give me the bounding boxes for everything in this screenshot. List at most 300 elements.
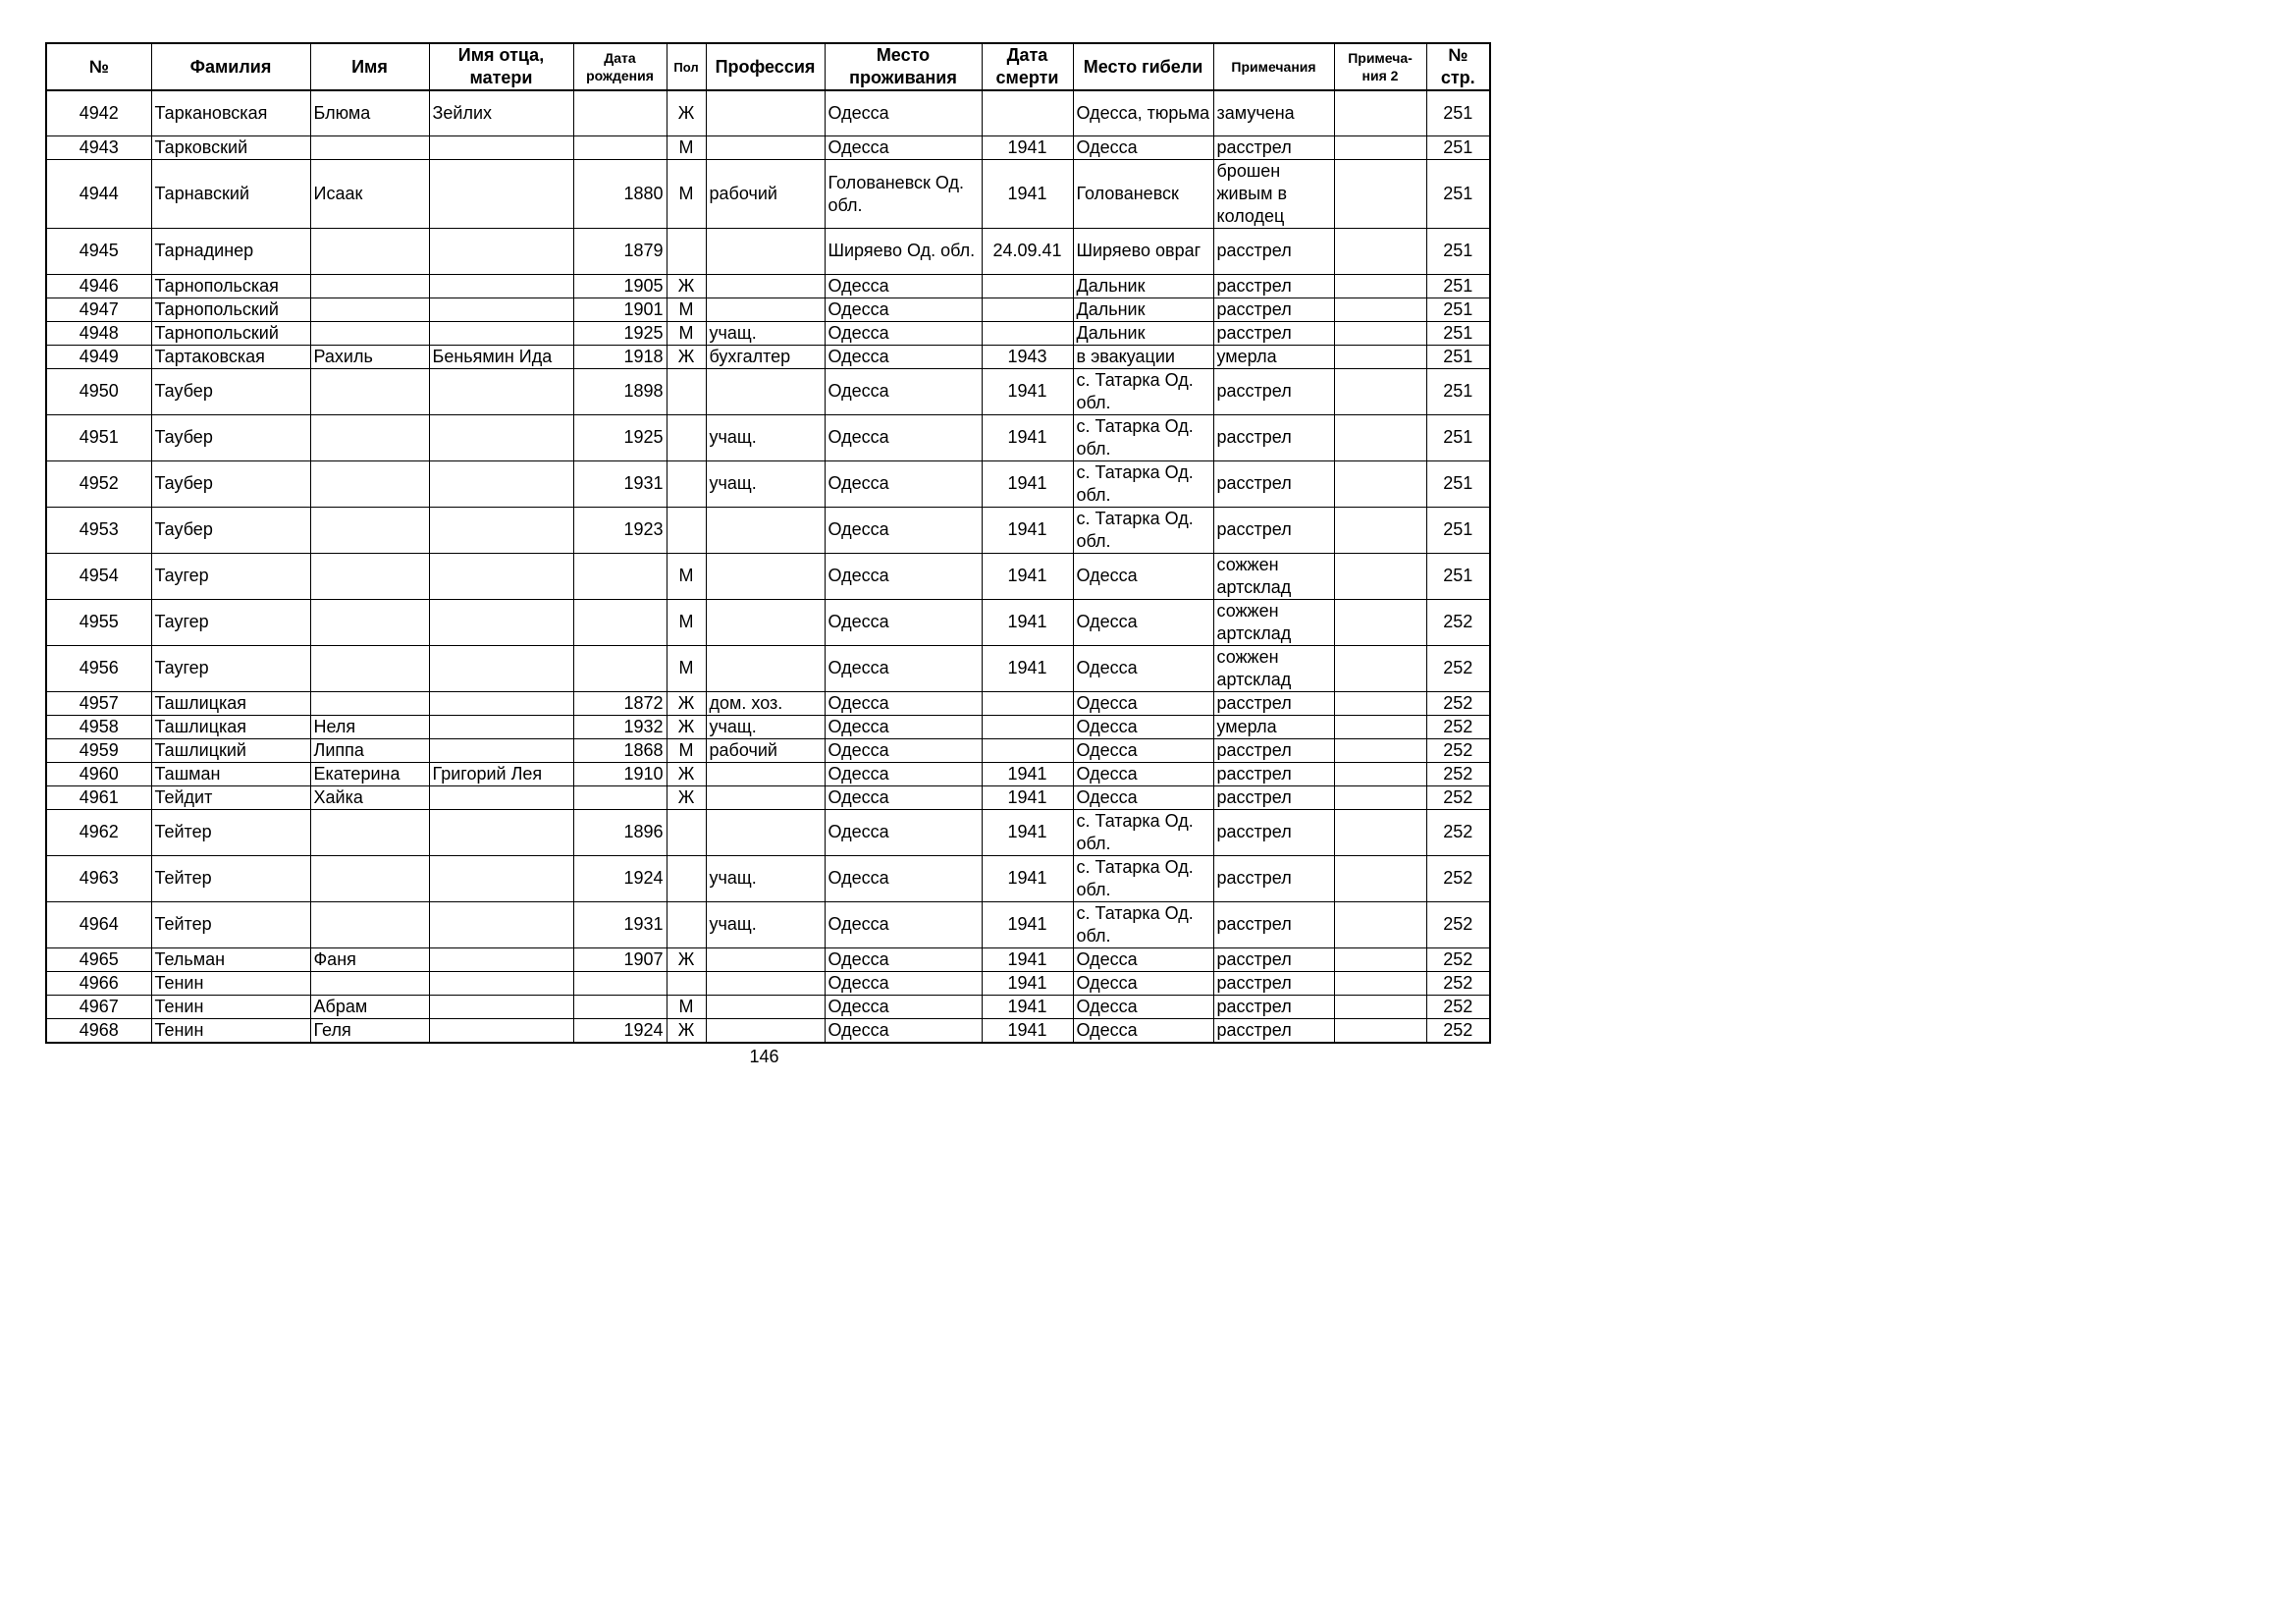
cell-birth-date: 1932 xyxy=(573,715,667,738)
cell-birth-date: 1924 xyxy=(573,1018,667,1043)
cell-name xyxy=(310,553,429,599)
cell-residence: Одесса xyxy=(825,738,982,762)
cell-notes-2 xyxy=(1334,460,1426,507)
cell-name xyxy=(310,855,429,901)
table-row xyxy=(46,90,1490,136)
cell-name: Геля xyxy=(310,1018,429,1043)
cell-death-place: Одесса xyxy=(1073,691,1213,715)
cell-parents xyxy=(429,229,573,275)
cell-profession xyxy=(706,507,825,553)
cell-surname: Таугер xyxy=(151,645,310,691)
cell-birth-date xyxy=(573,136,667,160)
cell-parents xyxy=(429,298,573,321)
cell-notes-2 xyxy=(1334,414,1426,460)
cell-surname: Тарнопольский xyxy=(151,321,310,345)
cell-profession xyxy=(706,947,825,971)
table-row xyxy=(46,298,1490,321)
cell-sex: М xyxy=(667,645,706,691)
cell-death-place: Дальник xyxy=(1073,321,1213,345)
cell-parents xyxy=(429,160,573,229)
cell-notes-2 xyxy=(1334,691,1426,715)
cell-birth-date xyxy=(573,599,667,645)
col-header-parents: Имя отца, матери xyxy=(429,43,573,90)
cell-surname: Тарнопольская xyxy=(151,274,310,298)
cell-sex: М xyxy=(667,995,706,1018)
cell-death-place: Дальник xyxy=(1073,298,1213,321)
cell-death-date: 1941 xyxy=(982,599,1073,645)
cell-parents xyxy=(429,809,573,855)
cell-profession: учащ. xyxy=(706,855,825,901)
cell-surname: Таубер xyxy=(151,507,310,553)
cell-death-place: с. Татарка Од. обл. xyxy=(1073,414,1213,460)
cell-name xyxy=(310,971,429,995)
cell-death-date: 1941 xyxy=(982,971,1073,995)
cell-name: Фаня xyxy=(310,947,429,971)
cell-number: 4959 xyxy=(46,738,151,762)
cell-sex: М xyxy=(667,553,706,599)
cell-residence: Одесса xyxy=(825,645,982,691)
cell-name: Неля xyxy=(310,715,429,738)
cell-notes: умерла xyxy=(1213,715,1334,738)
cell-death-date xyxy=(982,274,1073,298)
cell-residence: Одесса xyxy=(825,298,982,321)
cell-notes-2 xyxy=(1334,599,1426,645)
cell-residence: Одесса xyxy=(825,599,982,645)
cell-notes: расстрел xyxy=(1213,460,1334,507)
cell-name xyxy=(310,274,429,298)
cell-number: 4943 xyxy=(46,136,151,160)
cell-name: Блюма xyxy=(310,90,429,136)
cell-sex xyxy=(667,414,706,460)
cell-profession: учащ. xyxy=(706,321,825,345)
cell-notes-2 xyxy=(1334,507,1426,553)
cell-residence: Одесса xyxy=(825,901,982,947)
cell-surname: Таугер xyxy=(151,599,310,645)
cell-notes: расстрел xyxy=(1213,809,1334,855)
cell-number: 4949 xyxy=(46,345,151,368)
col-header-page-number: № стр. xyxy=(1426,43,1490,90)
cell-notes: расстрел xyxy=(1213,298,1334,321)
cell-birth-date: 1925 xyxy=(573,321,667,345)
col-header-residence: Место проживания xyxy=(825,43,982,90)
cell-name xyxy=(310,136,429,160)
cell-notes-2 xyxy=(1334,345,1426,368)
cell-death-place: Ширяево овраг xyxy=(1073,229,1213,275)
cell-profession xyxy=(706,368,825,414)
cell-notes: расстрел xyxy=(1213,414,1334,460)
cell-death-place: Одесса xyxy=(1073,645,1213,691)
cell-parents xyxy=(429,971,573,995)
cell-parents xyxy=(429,855,573,901)
table-body xyxy=(46,90,1490,1043)
cell-number: 4966 xyxy=(46,971,151,995)
table-row xyxy=(46,507,1490,553)
cell-notes-2 xyxy=(1334,901,1426,947)
cell-death-date xyxy=(982,738,1073,762)
cell-name xyxy=(310,298,429,321)
cell-name xyxy=(310,691,429,715)
cell-birth-date: 1896 xyxy=(573,809,667,855)
cell-profession: учащ. xyxy=(706,414,825,460)
cell-profession: учащ. xyxy=(706,715,825,738)
cell-page-number: 252 xyxy=(1426,971,1490,995)
cell-name xyxy=(310,414,429,460)
table-row xyxy=(46,136,1490,160)
cell-parents xyxy=(429,645,573,691)
cell-sex: Ж xyxy=(667,691,706,715)
cell-residence: Одесса xyxy=(825,136,982,160)
cell-number: 4951 xyxy=(46,414,151,460)
cell-profession: дом. хоз. xyxy=(706,691,825,715)
cell-death-date: 1941 xyxy=(982,762,1073,785)
cell-residence: Одесса xyxy=(825,90,982,136)
cell-profession xyxy=(706,274,825,298)
cell-page-number: 251 xyxy=(1426,229,1490,275)
cell-notes-2 xyxy=(1334,947,1426,971)
cell-residence: Одесса xyxy=(825,368,982,414)
cell-death-date: 1941 xyxy=(982,460,1073,507)
cell-residence: Голованевск Од. обл. xyxy=(825,160,982,229)
cell-profession xyxy=(706,229,825,275)
cell-death-place: в эвакуации xyxy=(1073,345,1213,368)
cell-page-number: 252 xyxy=(1426,947,1490,971)
cell-surname: Таугер xyxy=(151,553,310,599)
cell-page-number: 251 xyxy=(1426,136,1490,160)
cell-number: 4942 xyxy=(46,90,151,136)
cell-birth-date xyxy=(573,995,667,1018)
cell-parents: Беньямин Ида xyxy=(429,345,573,368)
table-row xyxy=(46,901,1490,947)
cell-death-place: с. Татарка Од. обл. xyxy=(1073,855,1213,901)
cell-profession: рабочий xyxy=(706,738,825,762)
cell-notes: расстрел xyxy=(1213,947,1334,971)
cell-name: Рахиль xyxy=(310,345,429,368)
col-header-sex: Пол xyxy=(667,43,706,90)
cell-residence: Одесса xyxy=(825,414,982,460)
cell-death-date: 1941 xyxy=(982,553,1073,599)
cell-birth-date: 1923 xyxy=(573,507,667,553)
cell-page-number: 251 xyxy=(1426,368,1490,414)
cell-notes: расстрел xyxy=(1213,136,1334,160)
cell-death-place: Одесса xyxy=(1073,762,1213,785)
table-row xyxy=(46,995,1490,1018)
cell-surname: Ташлицкий xyxy=(151,738,310,762)
cell-birth-date: 1925 xyxy=(573,414,667,460)
page-number: 146 xyxy=(749,1047,779,1066)
table-row xyxy=(46,460,1490,507)
cell-sex xyxy=(667,809,706,855)
cell-sex xyxy=(667,507,706,553)
cell-residence: Одесса xyxy=(825,785,982,809)
cell-parents xyxy=(429,321,573,345)
cell-notes: расстрел xyxy=(1213,971,1334,995)
cell-profession xyxy=(706,645,825,691)
cell-sex: Ж xyxy=(667,715,706,738)
victims-register-table xyxy=(45,42,1491,1044)
col-header-death-place: Место гибели xyxy=(1073,43,1213,90)
cell-residence: Одесса xyxy=(825,1018,982,1043)
cell-surname: Тарковский xyxy=(151,136,310,160)
cell-sex: Ж xyxy=(667,762,706,785)
cell-parents xyxy=(429,785,573,809)
cell-number: 4955 xyxy=(46,599,151,645)
cell-name xyxy=(310,809,429,855)
cell-birth-date: 1918 xyxy=(573,345,667,368)
cell-page-number: 252 xyxy=(1426,855,1490,901)
cell-number: 4961 xyxy=(46,785,151,809)
cell-profession xyxy=(706,599,825,645)
cell-surname: Тартаковская xyxy=(151,345,310,368)
cell-number: 4964 xyxy=(46,901,151,947)
cell-notes-2 xyxy=(1334,785,1426,809)
cell-parents xyxy=(429,691,573,715)
cell-sex: М xyxy=(667,136,706,160)
cell-name: Липпа xyxy=(310,738,429,762)
cell-death-date: 1941 xyxy=(982,995,1073,1018)
cell-name xyxy=(310,645,429,691)
cell-page-number: 251 xyxy=(1426,553,1490,599)
table-row xyxy=(46,855,1490,901)
cell-parents xyxy=(429,460,573,507)
cell-surname: Тенин xyxy=(151,1018,310,1043)
cell-residence: Одесса xyxy=(825,321,982,345)
header-row xyxy=(46,43,1490,90)
cell-number: 4968 xyxy=(46,1018,151,1043)
table-row xyxy=(46,645,1490,691)
table-row xyxy=(46,160,1490,229)
cell-number: 4950 xyxy=(46,368,151,414)
cell-name: Абрам xyxy=(310,995,429,1018)
cell-profession xyxy=(706,809,825,855)
cell-surname: Тейтер xyxy=(151,901,310,947)
cell-death-date: 1941 xyxy=(982,785,1073,809)
cell-parents xyxy=(429,599,573,645)
cell-notes-2 xyxy=(1334,995,1426,1018)
cell-birth-date: 1931 xyxy=(573,460,667,507)
cell-number: 4944 xyxy=(46,160,151,229)
cell-notes: расстрел xyxy=(1213,762,1334,785)
cell-death-place: Одесса xyxy=(1073,995,1213,1018)
table-row xyxy=(46,785,1490,809)
cell-notes: расстрел xyxy=(1213,321,1334,345)
cell-notes: замучена xyxy=(1213,90,1334,136)
cell-profession xyxy=(706,1018,825,1043)
cell-page-number: 252 xyxy=(1426,691,1490,715)
cell-notes-2 xyxy=(1334,274,1426,298)
cell-page-number: 251 xyxy=(1426,414,1490,460)
cell-sex xyxy=(667,368,706,414)
cell-sex: Ж xyxy=(667,947,706,971)
cell-profession xyxy=(706,785,825,809)
cell-death-place: Одесса xyxy=(1073,785,1213,809)
cell-surname: Таубер xyxy=(151,414,310,460)
cell-name xyxy=(310,321,429,345)
table-row xyxy=(46,947,1490,971)
cell-notes: расстрел xyxy=(1213,855,1334,901)
cell-death-date xyxy=(982,90,1073,136)
cell-surname: Ташлицкая xyxy=(151,715,310,738)
table-row xyxy=(46,691,1490,715)
cell-sex xyxy=(667,971,706,995)
cell-parents xyxy=(429,901,573,947)
cell-page-number: 251 xyxy=(1426,298,1490,321)
cell-death-place: Дальник xyxy=(1073,274,1213,298)
cell-notes-2 xyxy=(1334,715,1426,738)
cell-residence: Одесса xyxy=(825,553,982,599)
cell-name xyxy=(310,599,429,645)
cell-death-date: 1941 xyxy=(982,901,1073,947)
cell-notes-2 xyxy=(1334,368,1426,414)
cell-number: 4956 xyxy=(46,645,151,691)
table-row xyxy=(46,229,1490,275)
table-row xyxy=(46,599,1490,645)
cell-parents xyxy=(429,507,573,553)
cell-sex xyxy=(667,901,706,947)
cell-page-number: 251 xyxy=(1426,321,1490,345)
cell-notes: брошен живым в колодец xyxy=(1213,160,1334,229)
cell-birth-date: 1879 xyxy=(573,229,667,275)
cell-notes: сожжен артсклад xyxy=(1213,599,1334,645)
cell-notes-2 xyxy=(1334,762,1426,785)
cell-sex: Ж xyxy=(667,785,706,809)
cell-death-place: с. Татарка Од. обл. xyxy=(1073,368,1213,414)
col-header-notes-2: Примеча-ния 2 xyxy=(1334,43,1426,90)
cell-residence: Одесса xyxy=(825,460,982,507)
cell-residence: Одесса xyxy=(825,691,982,715)
cell-surname: Тарнавский xyxy=(151,160,310,229)
cell-sex xyxy=(667,460,706,507)
cell-death-date: 1941 xyxy=(982,809,1073,855)
cell-notes-2 xyxy=(1334,1018,1426,1043)
cell-residence: Одесса xyxy=(825,507,982,553)
cell-number: 4963 xyxy=(46,855,151,901)
cell-death-place: Одесса xyxy=(1073,971,1213,995)
cell-surname: Таркановская xyxy=(151,90,310,136)
table-row xyxy=(46,274,1490,298)
cell-sex: М xyxy=(667,298,706,321)
cell-parents xyxy=(429,715,573,738)
cell-notes-2 xyxy=(1334,971,1426,995)
cell-death-date xyxy=(982,321,1073,345)
cell-page-number: 251 xyxy=(1426,90,1490,136)
cell-residence: Одесса xyxy=(825,995,982,1018)
cell-page-number: 251 xyxy=(1426,507,1490,553)
cell-death-date: 1941 xyxy=(982,855,1073,901)
cell-birth-date: 1901 xyxy=(573,298,667,321)
cell-parents xyxy=(429,274,573,298)
cell-notes: сожжен артсклад xyxy=(1213,645,1334,691)
cell-name xyxy=(310,368,429,414)
cell-sex xyxy=(667,229,706,275)
cell-notes: расстрел xyxy=(1213,507,1334,553)
cell-death-place: Одесса xyxy=(1073,553,1213,599)
cell-notes-2 xyxy=(1334,136,1426,160)
cell-death-place: Одесса xyxy=(1073,715,1213,738)
cell-profession xyxy=(706,90,825,136)
table-row xyxy=(46,345,1490,368)
cell-profession: рабочий xyxy=(706,160,825,229)
cell-death-date xyxy=(982,298,1073,321)
cell-death-date: 24.09.41 xyxy=(982,229,1073,275)
cell-surname: Таубер xyxy=(151,368,310,414)
cell-sex: М xyxy=(667,160,706,229)
cell-page-number: 252 xyxy=(1426,901,1490,947)
cell-birth-date xyxy=(573,785,667,809)
cell-number: 4954 xyxy=(46,553,151,599)
col-header-death-date: Дата смерти xyxy=(982,43,1073,90)
cell-residence: Одесса xyxy=(825,345,982,368)
cell-death-place: Одесса xyxy=(1073,599,1213,645)
cell-number: 4946 xyxy=(46,274,151,298)
cell-notes: расстрел xyxy=(1213,785,1334,809)
col-header-notes: Примечания xyxy=(1213,43,1334,90)
cell-residence: Одесса xyxy=(825,947,982,971)
cell-notes-2 xyxy=(1334,809,1426,855)
cell-notes: умерла xyxy=(1213,345,1334,368)
cell-name xyxy=(310,460,429,507)
cell-notes-2 xyxy=(1334,645,1426,691)
cell-death-place: Одесса xyxy=(1073,947,1213,971)
cell-page-number: 251 xyxy=(1426,160,1490,229)
cell-birth-date xyxy=(573,971,667,995)
cell-death-date: 1941 xyxy=(982,414,1073,460)
cell-death-place: с. Татарка Од. обл. xyxy=(1073,460,1213,507)
cell-notes: расстрел xyxy=(1213,738,1334,762)
cell-birth-date xyxy=(573,553,667,599)
cell-parents xyxy=(429,947,573,971)
cell-page-number: 251 xyxy=(1426,460,1490,507)
cell-surname: Тельман xyxy=(151,947,310,971)
cell-profession xyxy=(706,553,825,599)
col-header-birth-date: Дата рождения xyxy=(573,43,667,90)
cell-birth-date: 1868 xyxy=(573,738,667,762)
cell-sex: М xyxy=(667,321,706,345)
cell-residence: Одесса xyxy=(825,855,982,901)
cell-number: 4947 xyxy=(46,298,151,321)
cell-profession: бухгалтер xyxy=(706,345,825,368)
cell-death-date xyxy=(982,691,1073,715)
cell-surname: Тейтер xyxy=(151,809,310,855)
cell-profession xyxy=(706,971,825,995)
cell-birth-date: 1924 xyxy=(573,855,667,901)
cell-surname: Ташлицкая xyxy=(151,691,310,715)
cell-notes: расстрел xyxy=(1213,274,1334,298)
cell-residence: Одесса xyxy=(825,715,982,738)
cell-page-number: 252 xyxy=(1426,809,1490,855)
cell-page-number: 252 xyxy=(1426,762,1490,785)
cell-page-number: 252 xyxy=(1426,785,1490,809)
cell-sex: М xyxy=(667,738,706,762)
cell-sex: Ж xyxy=(667,274,706,298)
cell-notes-2 xyxy=(1334,298,1426,321)
table-row xyxy=(46,738,1490,762)
cell-number: 4952 xyxy=(46,460,151,507)
cell-notes-2 xyxy=(1334,321,1426,345)
table-row xyxy=(46,553,1490,599)
cell-sex: Ж xyxy=(667,90,706,136)
cell-number: 4962 xyxy=(46,809,151,855)
cell-number: 4960 xyxy=(46,762,151,785)
cell-page-number: 252 xyxy=(1426,738,1490,762)
cell-death-place: Одесса xyxy=(1073,1018,1213,1043)
cell-surname: Тейдит xyxy=(151,785,310,809)
cell-surname: Тейтер xyxy=(151,855,310,901)
table-row xyxy=(46,368,1490,414)
cell-page-number: 252 xyxy=(1426,645,1490,691)
cell-death-date: 1941 xyxy=(982,136,1073,160)
cell-profession: учащ. xyxy=(706,460,825,507)
cell-death-date: 1941 xyxy=(982,160,1073,229)
